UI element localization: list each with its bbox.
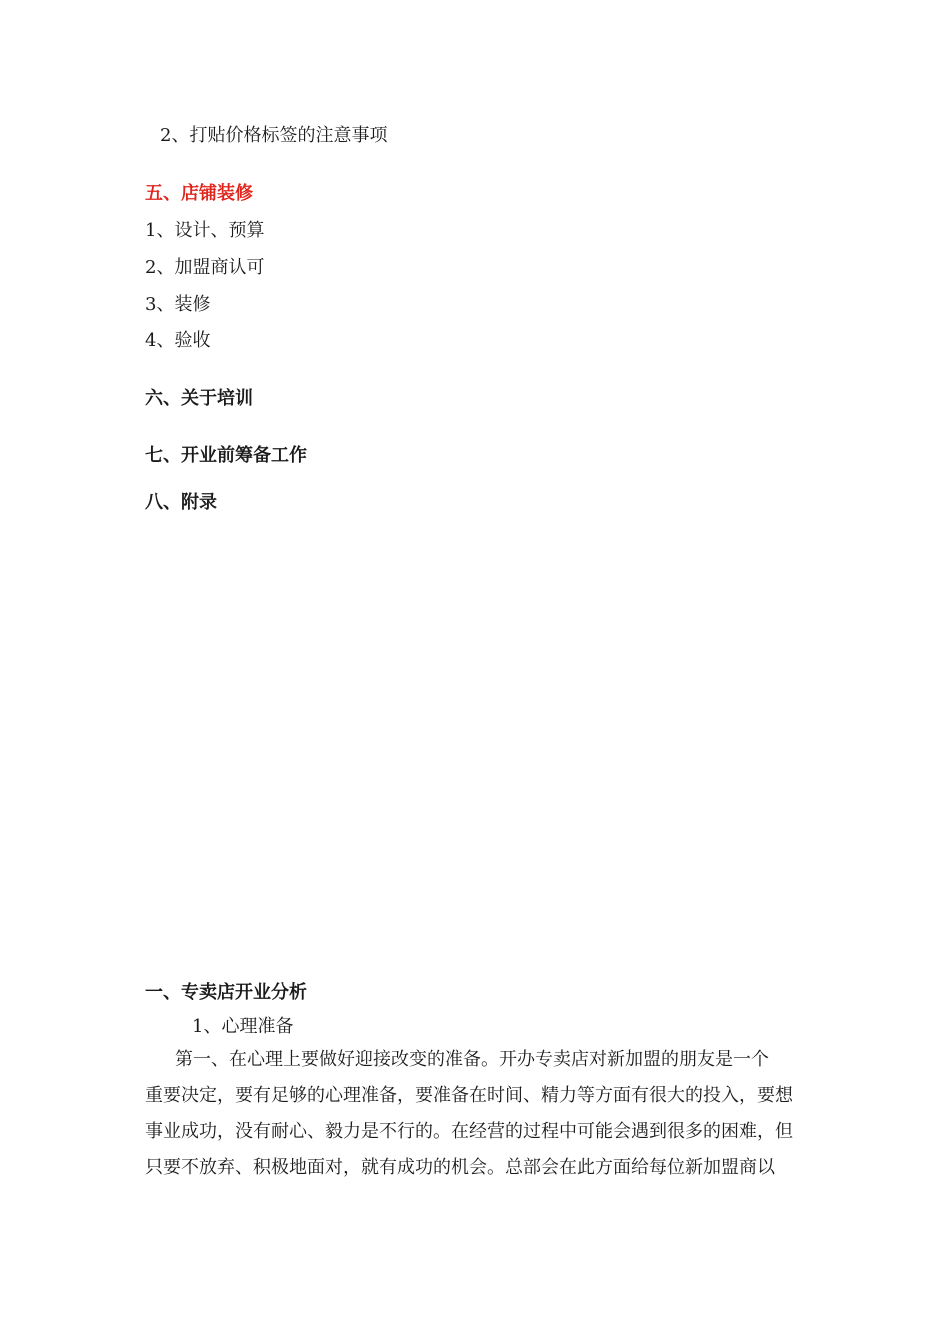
body-line-2: 重要决定，要有足够的心理准备，要准备在时间、精力等方面有很大的投入，要想 [145,1085,793,1106]
body-subheading: 1、心理准备 [192,1016,294,1037]
section-5-item-4: 4、验收 [145,330,211,351]
section-5-item-2: 2、加盟商认可 [145,257,265,278]
section-5-item-1: 1、设计、预算 [145,220,265,241]
section-6-title: 六、关于培训 [145,388,253,409]
section-7-title: 七、开业前筹备工作 [145,445,307,466]
toc-item-price-tag: 2、打贴价格标签的注意事项 [160,125,388,146]
body-line-1: 第一、在心理上要做好迎接改变的准备。开办专卖店对新加盟的朋友是一个 [175,1049,769,1070]
body-heading: 一、专卖店开业分析 [145,982,307,1003]
section-8-title: 八、附录 [145,492,217,513]
body-line-4: 只要不放弃、积极地面对，就有成功的机会。总部会在此方面给每位新加盟商以 [145,1157,775,1178]
body-line-3: 事业成功，没有耐心、毅力是不行的。在经营的过程中可能会遇到很多的困难，但 [145,1121,793,1142]
section-5-title: 五、店铺装修 [145,183,253,204]
body-paragraph [145,1042,807,1186]
section-5-item-3: 3、装修 [145,294,211,315]
